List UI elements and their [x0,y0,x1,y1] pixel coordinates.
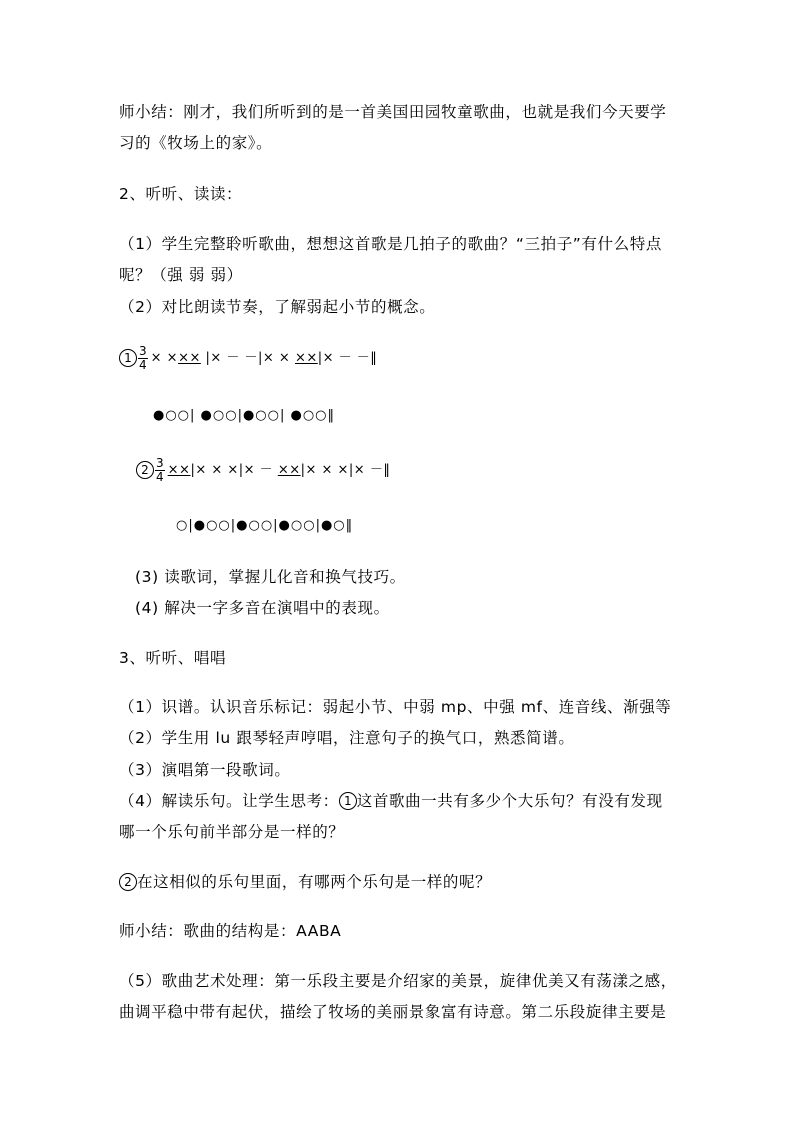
note-group: |× × ×|× － [190,462,278,478]
time-signature-numerator: 3 [139,344,147,358]
text-line: 习的《牧场上的家》。 [119,134,273,152]
text-line: (3) 读歌词，掌握儿化音和换气技巧。 [135,568,406,586]
text-line: （1）识谱。认识音乐标记：弱起小节、中弱 mp、中强 mf、连音线、渐强等 [119,698,672,716]
text-line: （3）演唱第一段歌词。 [119,761,291,779]
text-line [119,791,663,811]
section-heading: 3、听听、唱唱 [119,649,227,667]
note-group: × × [150,350,179,366]
text-line: （5）歌曲艺术处理：第一乐段主要是介绍家的美景，旋律优美又有荡漾之感， [119,972,677,990]
eighth-note-group: ×× [178,350,201,366]
circled-number: 2 [136,461,154,479]
rhythm-line-1 [119,343,377,374]
circled-number: 1 [119,349,137,367]
eighth-note-group: ×× [294,350,318,366]
text-line: 曲调平稳中带有起伏，描绘了牧场的美丽景象富有诗意。第二乐段旋律主要是 [119,1003,667,1021]
circled-number: 1 [339,792,357,810]
note-group: |× － －|× × [200,350,295,366]
time-signature-denominator: 4 [139,358,147,372]
text-line: 师小结：歌曲的结构是：AABA [119,922,342,940]
eighth-note-group: ×× [277,462,301,478]
time-signature [138,345,148,372]
note-group: |× × ×|× －‖ [300,462,391,478]
rhythm-line-2 [136,455,390,486]
text-segment: 这首歌曲一共有多少个大乐句？有没有发现 [356,792,663,810]
eighth-note-group: ×× [167,462,191,478]
text-segment: （4）解读乐句。让学生思考： [119,792,339,810]
beat-pattern-2: ○|●○○|●○○|●○○|●○‖ [176,518,354,533]
time-signature-numerator: 3 [156,456,164,470]
time-signature [155,457,165,484]
text-line: （1）学生完整聆听歌曲，想想这首歌是几拍子的歌曲？“三拍子”有什么特点 [119,235,662,253]
text-line: 呢？（强 弱 弱） [119,266,243,284]
note-group: |× － －‖ [317,350,378,366]
time-signature-denominator: 4 [156,470,164,484]
text-segment: 在这相似的乐句里面，有哪两个乐句是一样的呢？ [137,873,492,891]
text-line: 哪一个乐句前半部分是一样的？ [119,823,345,841]
text-line: （2）对比朗读节奏，了解弱起小节的概念。 [119,298,436,316]
rhythm-notes [168,463,391,478]
section-heading: 2、听听、读读： [119,185,243,203]
rhythm-notes [151,351,378,366]
text-line: (4) 解决一字多音在演唱中的表现。 [135,599,390,617]
circled-number: 2 [119,873,137,891]
text-line [119,872,491,892]
text-line: （2）学生用 lu 跟琴轻声哼唱，注意句子的换气口，熟悉简谱。 [119,729,575,747]
text-line: 师小结：刚才，我们所听到的是一首美国田园牧童歌曲，也就是我们今天要学 [119,103,667,121]
beat-pattern-1: ●○○| ●○○|●○○| ●○○‖ [153,408,336,423]
